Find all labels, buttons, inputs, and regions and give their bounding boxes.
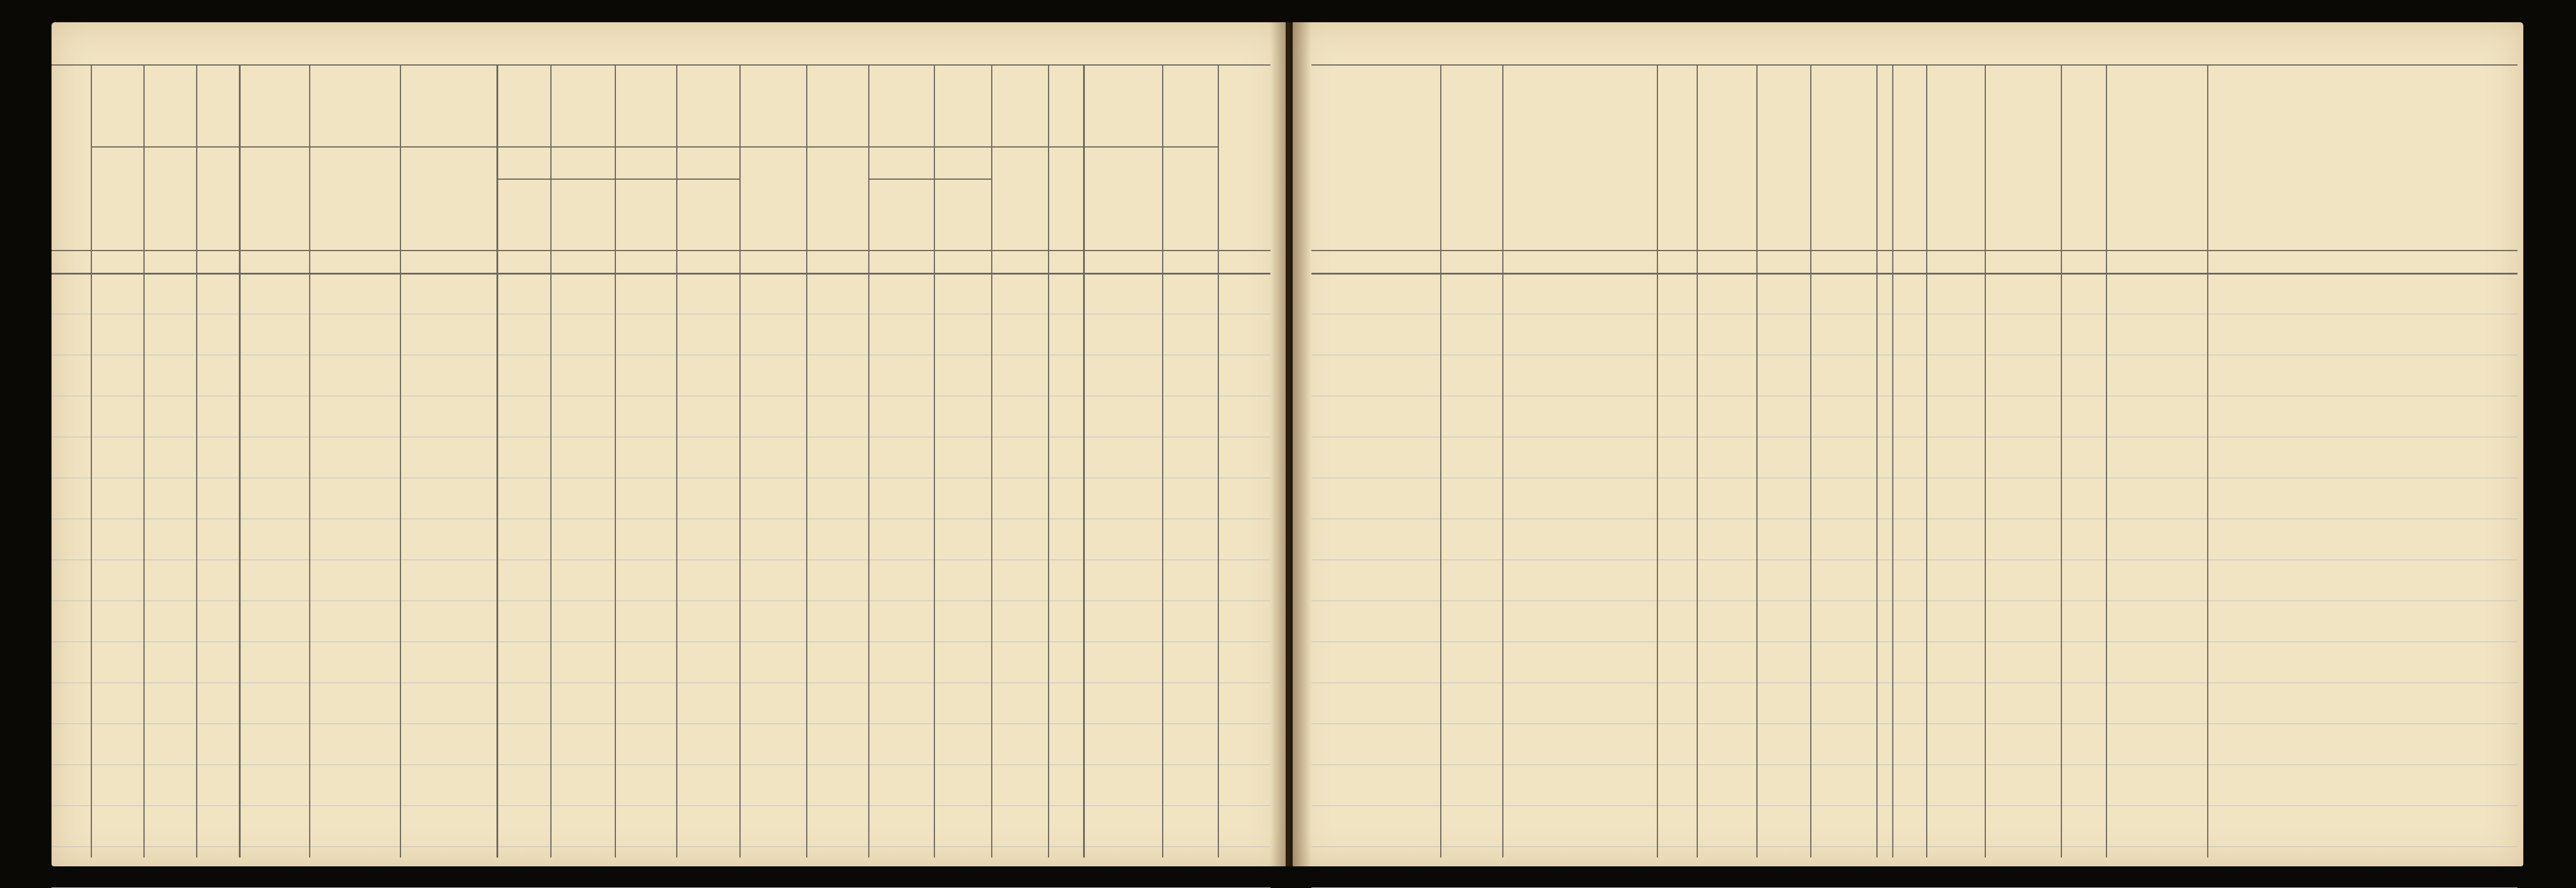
column-rule	[143, 64, 145, 858]
day-of-month-header	[95, 164, 136, 246]
column-rule	[1440, 64, 1441, 858]
column-rule	[1048, 64, 1049, 858]
column-rule	[1876, 64, 1878, 858]
column-rule	[1502, 64, 1503, 858]
hours-tenths-header	[1993, 164, 2029, 246]
feint-line-left	[52, 764, 1270, 765]
hour-header	[146, 164, 187, 246]
feint-line-right	[1311, 846, 2517, 847]
feint-line-left	[52, 846, 1270, 847]
column-rule	[615, 64, 616, 858]
header-top-rule-right	[1311, 64, 2517, 66]
state-of-ground-heading	[1932, 88, 1979, 240]
column-number-bottom-rule-right	[1311, 273, 2517, 275]
column-rule	[550, 64, 551, 858]
day-of-week-header	[56, 164, 91, 246]
right-page	[1293, 22, 2523, 866]
column-rule	[196, 64, 197, 858]
feint-line-right	[1311, 805, 2517, 806]
header-top-rule	[52, 64, 1270, 66]
barometer-sub-rule	[91, 146, 1218, 148]
column-number-bottom-rule	[52, 273, 1270, 275]
column-number-top-rule	[52, 250, 1270, 251]
column-rule	[991, 64, 992, 858]
column-rule	[806, 64, 807, 858]
feint-line-right	[1311, 764, 2517, 765]
column-rule	[309, 64, 310, 858]
feint-line-left	[52, 805, 1270, 806]
column-rule	[400, 64, 401, 858]
in-screen-rule	[496, 179, 739, 180]
column-rule	[1218, 64, 1219, 858]
column-rule	[1657, 64, 1658, 858]
column-rule	[1162, 64, 1163, 858]
column-rule	[2106, 64, 2107, 858]
visibility-code-heading	[1681, 88, 1697, 234]
column-rule	[2207, 64, 2208, 858]
column-rule	[2061, 64, 2062, 858]
cloud-rain-rule	[1892, 64, 1893, 858]
wind-right-rule	[1083, 64, 1085, 858]
book-gutter	[1270, 22, 1311, 866]
column-rule	[1985, 64, 1986, 858]
column-rule	[1756, 64, 1758, 858]
left-page	[52, 22, 1286, 866]
in-ground-rule	[868, 179, 991, 180]
column-rule	[739, 64, 741, 858]
column-rule	[868, 64, 869, 858]
column-rule	[676, 64, 677, 858]
column-rule	[1926, 64, 1927, 858]
attd-ther-header	[199, 158, 252, 246]
column-rule	[1810, 64, 1811, 858]
column-number-top-rule-right	[1311, 250, 2517, 251]
column-rule	[934, 64, 935, 858]
visibility-heading	[1662, 88, 1681, 234]
thermometers-left-rule	[496, 64, 498, 858]
column-rule	[1697, 64, 1698, 858]
